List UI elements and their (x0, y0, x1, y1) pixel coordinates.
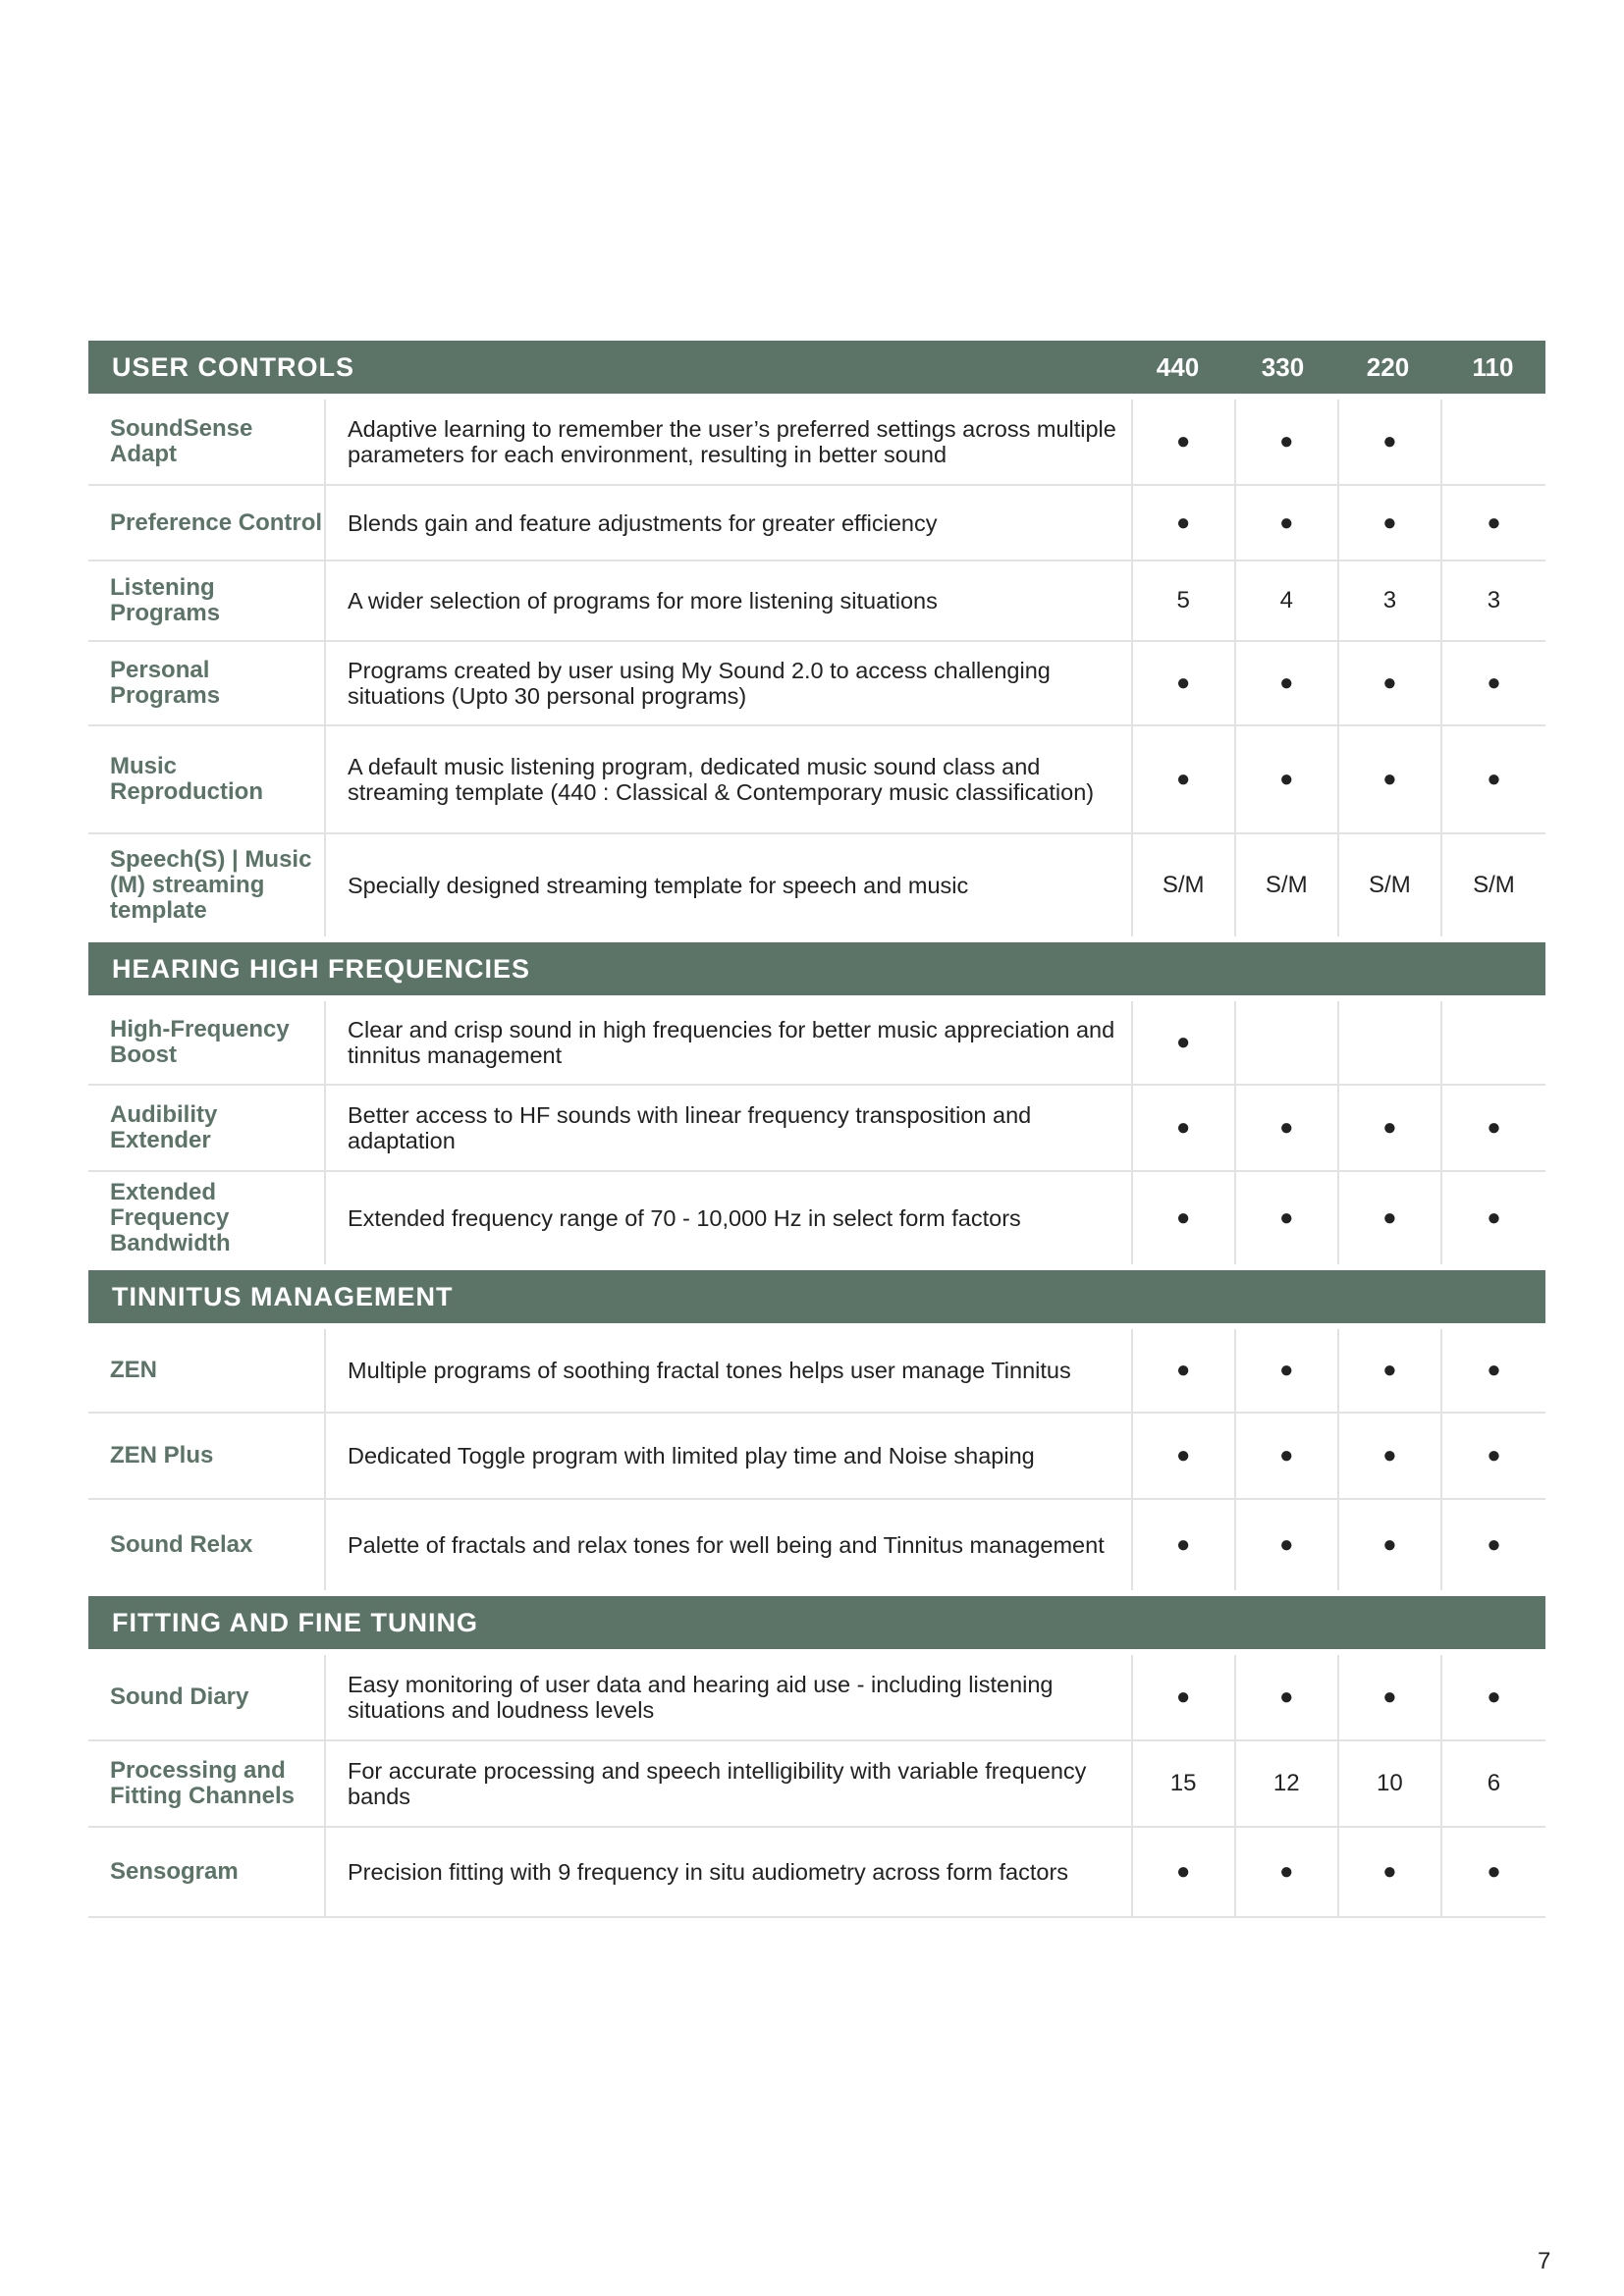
feature-value: 5 (1133, 561, 1236, 640)
availability-dot: ● (1339, 1414, 1442, 1498)
feature-description: Adaptive learning to remember the user’s preferred settings across multiple parameters for each environment, resulting in better sound (326, 400, 1133, 484)
section-title: TINNITUS MANAGEMENT (112, 1281, 454, 1311)
availability-dot: ● (1487, 1858, 1501, 1885)
availability-dot: ● (1339, 400, 1442, 484)
feature-description: Easy monitoring of user data and hearing aid use - including listening situations and loudness levels (326, 1655, 1133, 1739)
empty-cell (1442, 400, 1545, 484)
availability-dot: ● (1339, 642, 1442, 724)
feature-description: Dedicated Toggle program with limited play time and Noise shaping (326, 1414, 1133, 1498)
availability-dot: ● (1339, 726, 1442, 832)
availability-dot: ● (1133, 486, 1236, 560)
availability-dot: ● (1487, 1204, 1501, 1231)
feature-value: 10 (1339, 1741, 1442, 1826)
feature-row (88, 642, 1545, 726)
feature-name: ZEN Plus (88, 1414, 326, 1498)
feature-row (88, 726, 1545, 834)
feature-row (88, 834, 1545, 936)
availability-dot: ● (1487, 1442, 1501, 1468)
availability-dot: ● (1133, 1828, 1236, 1916)
section-header (88, 1596, 1545, 1649)
feature-name: Sound Relax (88, 1500, 326, 1590)
feature-value: 6 (1487, 1770, 1501, 1796)
availability-dot: ● (1236, 642, 1339, 724)
feature-row (88, 1001, 1545, 1086)
feature-row (88, 1172, 1545, 1264)
availability-dot: ● (1339, 1086, 1442, 1170)
section-fitting-and-fine-tuning (88, 1596, 1545, 1918)
section-title: FITTING AND FINE TUNING (112, 1607, 478, 1637)
feature-description: Programs created by user using My Sound 2.0 to access challenging situations (Upto 30 personal programs) (326, 642, 1133, 724)
availability-dot: ● (1133, 1414, 1236, 1498)
page-number: 7 (1538, 2248, 1551, 2274)
feature-value: 4 (1236, 561, 1339, 640)
feature-row (88, 1500, 1545, 1590)
feature-description: Multiple programs of soothing fractal tones helps user manage Tinnitus (326, 1329, 1133, 1412)
feature-comparison-table (88, 341, 1545, 1924)
feature-name: Speech(S) | Music (M) streaming template (88, 834, 326, 936)
section-tinnitus-management (88, 1270, 1545, 1590)
model-header-330: 330 (1261, 351, 1305, 382)
section-user-controls (88, 341, 1545, 936)
feature-name: Extended Frequency Bandwidth (88, 1172, 326, 1264)
availability-dot: ● (1339, 486, 1442, 560)
feature-row (88, 486, 1545, 561)
model-header-440: 440 (1156, 351, 1200, 382)
feature-name: Personal Programs (88, 642, 326, 724)
empty-cell (1442, 1001, 1545, 1084)
feature-description: For accurate processing and speech intelligibility with variable frequency bands (326, 1741, 1133, 1826)
availability-dot: ● (1487, 766, 1501, 792)
feature-name: Listening Programs (88, 561, 326, 640)
feature-name: ZEN (88, 1329, 326, 1412)
feature-row (88, 1655, 1545, 1741)
section-title: HEARING HIGH FREQUENCIES (112, 953, 531, 984)
feature-value: 12 (1236, 1741, 1339, 1826)
feature-name: Sound Diary (88, 1655, 326, 1739)
feature-value: S/M (1339, 834, 1442, 936)
feature-name: High-Frequency Boost (88, 1001, 326, 1084)
feature-description: Extended frequency range of 70 - 10,000 Hz in select form factors (326, 1172, 1133, 1264)
feature-row (88, 1741, 1545, 1828)
availability-dot: ● (1133, 400, 1236, 484)
feature-description: Better access to HF sounds with linear frequency transposition and adaptation (326, 1086, 1133, 1170)
feature-row (88, 561, 1545, 642)
feature-value: S/M (1473, 872, 1515, 898)
feature-name: Sensogram (88, 1828, 326, 1916)
availability-dot: ● (1339, 1828, 1442, 1916)
feature-row (88, 1329, 1545, 1414)
section-header (88, 341, 1545, 394)
availability-dot: ● (1236, 1329, 1339, 1412)
feature-name: Music Reproduction (88, 726, 326, 832)
feature-value: S/M (1236, 834, 1339, 936)
availability-dot: ● (1133, 642, 1236, 724)
availability-dot: ● (1487, 669, 1501, 696)
model-header-110: 110 (1472, 351, 1514, 382)
availability-dot: ● (1236, 1172, 1339, 1264)
availability-dot: ● (1236, 1828, 1339, 1916)
availability-dot: ● (1133, 1500, 1236, 1590)
feature-description: Blends gain and feature adjustments for greater efficiency (326, 486, 1133, 560)
model-header-220: 220 (1366, 351, 1410, 382)
availability-dot: ● (1133, 1329, 1236, 1412)
availability-dot: ● (1487, 508, 1501, 536)
feature-value: 15 (1133, 1741, 1236, 1826)
availability-dot: ● (1339, 1329, 1442, 1412)
availability-dot: ● (1339, 1655, 1442, 1739)
availability-dot: ● (1133, 1086, 1236, 1170)
availability-dot: ● (1236, 486, 1339, 560)
availability-dot: ● (1133, 726, 1236, 832)
availability-dot: ● (1339, 1172, 1442, 1264)
feature-row (88, 1086, 1545, 1172)
feature-value: S/M (1133, 834, 1236, 936)
availability-dot: ● (1487, 1114, 1501, 1141)
feature-value: 3 (1487, 587, 1501, 614)
feature-description: Specially designed streaming template for speech and music (326, 834, 1133, 936)
availability-dot: ● (1236, 1655, 1339, 1739)
section-header (88, 942, 1545, 995)
availability-dot: ● (1236, 726, 1339, 832)
availability-dot: ● (1236, 400, 1339, 484)
availability-dot: ● (1236, 1086, 1339, 1170)
feature-description: A wider selection of programs for more listening situations (326, 561, 1133, 640)
feature-row (88, 1414, 1545, 1500)
feature-row (88, 400, 1545, 486)
feature-description: A default music listening program, dedicated music sound class and streaming template (440 : Classical & Contemporary music classification) (326, 726, 1133, 832)
availability-dot: ● (1487, 1531, 1501, 1558)
feature-value: 3 (1339, 561, 1442, 640)
section-header (88, 1270, 1545, 1323)
availability-dot: ● (1236, 1500, 1339, 1590)
availability-dot: ● (1236, 1414, 1339, 1498)
feature-description: Palette of fractals and relax tones for well being and Tinnitus management (326, 1500, 1133, 1590)
availability-dot: ● (1133, 1172, 1236, 1264)
feature-name: Processing and Fitting Channels (88, 1741, 326, 1826)
availability-dot: ● (1133, 1001, 1236, 1084)
feature-name: Preference Control (88, 486, 326, 560)
availability-dot: ● (1339, 1500, 1442, 1590)
feature-row (88, 1828, 1545, 1918)
empty-cell (1339, 1001, 1442, 1084)
empty-cell (1236, 1001, 1339, 1084)
feature-description: Precision fitting with 9 frequency in situ audiometry across form factors (326, 1828, 1133, 1916)
availability-dot: ● (1487, 1357, 1501, 1383)
section-hearing-high-frequencies (88, 942, 1545, 1264)
feature-description: Clear and crisp sound in high frequencies for better music appreciation and tinnitus management (326, 1001, 1133, 1084)
feature-name: Audibility Extender (88, 1086, 326, 1170)
availability-dot: ● (1487, 1683, 1501, 1710)
section-title: USER CONTROLS (112, 351, 355, 382)
feature-name: SoundSense Adapt (88, 400, 326, 484)
availability-dot: ● (1133, 1655, 1236, 1739)
